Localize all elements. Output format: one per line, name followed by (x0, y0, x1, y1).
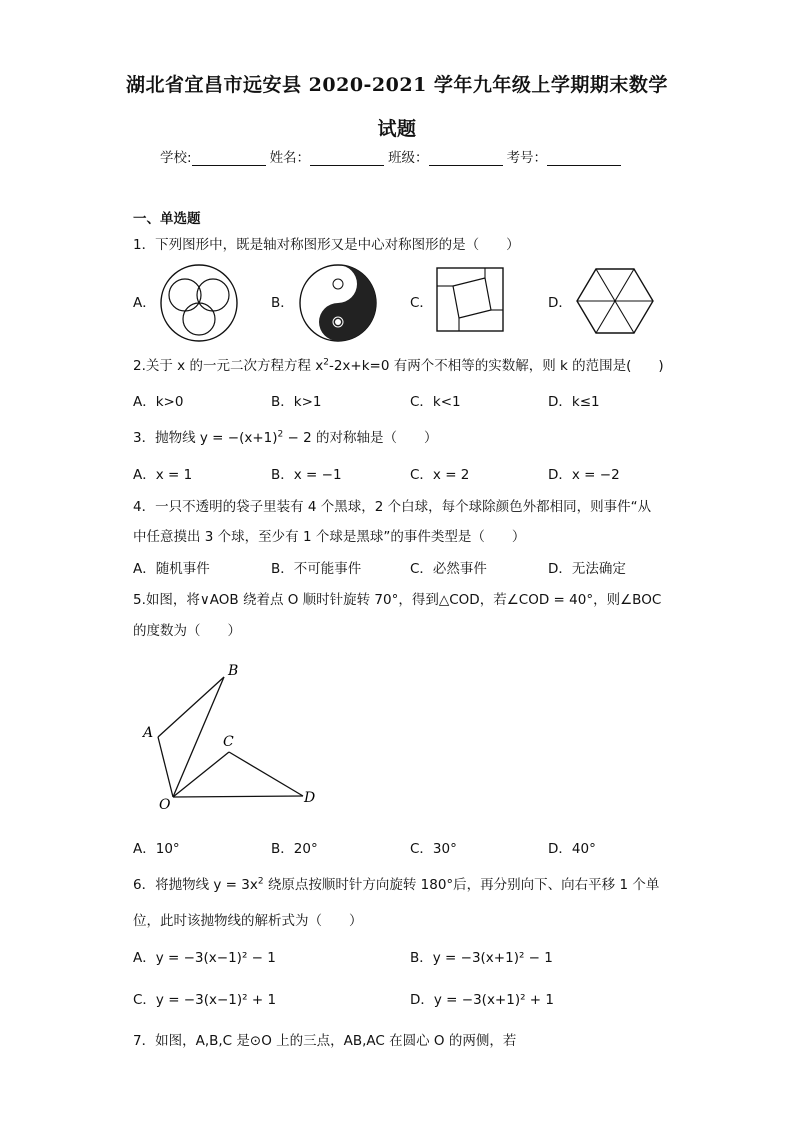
q6-option-c[interactable]: C．y = −3(x−1)² + 1 (133, 992, 277, 1008)
q3-option-d[interactable]: D．x = −2 (548, 467, 620, 483)
label-b: B (228, 663, 239, 679)
q4-option-d[interactable]: D．无法确定 (548, 561, 626, 577)
segment-ob (173, 677, 224, 797)
q4-option-c[interactable]: C．必然事件 (410, 561, 487, 577)
q1-stem: 1．下列图形中，既是轴对称图形又是中心对称图形的是（ ） (133, 237, 520, 253)
q2-stem (133, 354, 664, 374)
q5-option-c[interactable]: C．30° (410, 841, 457, 857)
q3-option-c[interactable]: C．x = 2 (410, 467, 470, 483)
label-a: A (143, 725, 154, 741)
q5-stem-line-1: 5.如图，将∨AOB 绕着点 O 顺时针旋转 70°，得到△COD，若∠COD = 40°，则∠BOC (133, 592, 662, 608)
name-label: 姓名： (269, 150, 311, 166)
q3-stem-exponent: 2 (277, 429, 284, 440)
school-label: 学校: (160, 150, 192, 166)
segment-od (173, 796, 303, 797)
q2-stem-part-b: -2x+k=0 有两个不相等的实数解，则 k 的范围是( ) (328, 358, 664, 374)
school-blank[interactable] (192, 151, 266, 166)
q2-option-a[interactable]: A．k>0 (133, 394, 184, 410)
q1-figure-a-circles (158, 262, 240, 344)
q1-option-c[interactable]: C． (410, 295, 433, 311)
q7-stem-line-1: 7．如图，A,B,C 是⊙O 上的三点，AB,AC 在圆心 O 的两侧，若 (133, 1033, 517, 1049)
q2-stem-part-a: 2.关于 x 的一元二次方程方程 x (133, 358, 324, 374)
q3-option-b[interactable]: B．x = −1 (271, 467, 342, 483)
q6-option-a[interactable]: A．y = −3(x−1)² − 1 (133, 950, 276, 966)
q5-option-d[interactable]: D．40° (548, 841, 596, 857)
q6-option-b[interactable]: B．y = −3(x+1)² − 1 (410, 950, 553, 966)
q3-stem (133, 426, 438, 446)
section-heading: 一、单选题 (133, 211, 201, 227)
q1-figure-b-yinyang (297, 262, 379, 344)
q4-option-a[interactable]: A．随机事件 (133, 561, 210, 577)
q2-option-b[interactable]: B．k>1 (271, 394, 322, 410)
title-line-1: 湖北省宜昌市远安县 2020-2021 学年九年级上学期期末数学 (126, 74, 668, 96)
exam-no-label: 考号： (506, 150, 548, 166)
segment-ab (158, 677, 224, 737)
q2-option-c[interactable]: C．k<1 (410, 394, 461, 410)
q6-stem-part-b: 绕原点按顺时针方向旋转 180°后，再分别向下、向右平移 1 个单 (263, 877, 660, 893)
q4-option-b[interactable]: B．不可能事件 (271, 561, 362, 577)
q1-figure-c-squares (435, 266, 505, 336)
q6-stem-line-1 (133, 873, 659, 893)
q3-stem-part-b: − 2 的对称轴是（ ） (283, 430, 438, 446)
q1-option-d[interactable]: D． (548, 295, 572, 311)
q5-option-b[interactable]: B．20° (271, 841, 318, 857)
q2-stem-exponent: 2 (323, 357, 329, 368)
student-info-row (160, 146, 625, 166)
segment-oa (158, 737, 173, 797)
q1-option-b[interactable]: B． (271, 295, 294, 311)
label-c: C (223, 734, 234, 750)
label-d: D (304, 790, 316, 806)
exam-no-blank[interactable] (547, 151, 621, 166)
q2-option-d[interactable]: D．k≤1 (548, 394, 600, 410)
q3-stem-part-a: 3．抛物线 y = −(x+1) (133, 430, 278, 446)
q6-stem-line-2: 位，此时该抛物线的解析式为（ ） (133, 913, 363, 929)
q5-geometry-figure (138, 655, 328, 815)
q3-option-a[interactable]: A．x = 1 (133, 467, 193, 483)
q6-stem-part-a: 6．将抛物线 y = 3x (133, 877, 258, 893)
name-blank[interactable] (310, 151, 384, 166)
segment-cd (229, 752, 303, 796)
class-blank[interactable] (429, 151, 503, 166)
q1-option-a[interactable]: A． (133, 295, 156, 311)
segment-oc (173, 752, 229, 797)
q4-stem-line-1: 4．一只不透明的袋子里装有 4 个黑球，2 个白球，每个球除颜色外都相同，则事件“从 (133, 499, 652, 515)
q4-stem-line-2: 中任意摸出 3 个球，至少有 1 个球是黑球”的事件类型是（ ） (133, 529, 526, 545)
title-line-2: 试题 (377, 118, 417, 140)
q1-figure-d-hexagon (575, 267, 655, 335)
q5-option-a[interactable]: A．10° (133, 841, 180, 857)
q5-stem-line-2: 的度数为（ ） (133, 623, 241, 639)
label-o: O (159, 797, 171, 813)
q6-option-d[interactable]: D．y = −3(x+1)² + 1 (410, 992, 554, 1008)
class-label: 班级： (388, 150, 429, 166)
q6-stem-exponent: 2 (257, 876, 264, 887)
